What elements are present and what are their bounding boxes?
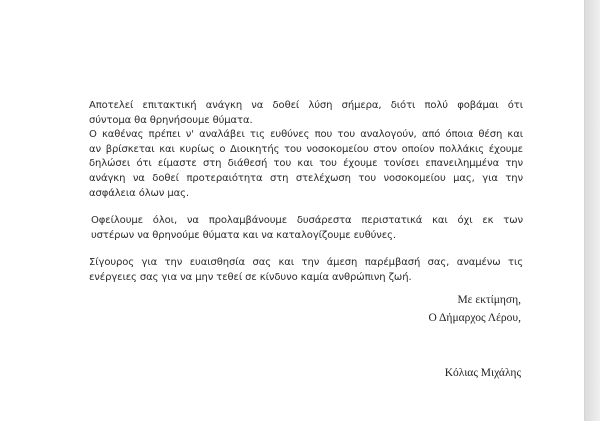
paragraph-3: [89, 214, 523, 243]
text-line: δηλώσει ότι είμαστε στη διάθεσή του και του έχουμε τονίσει επανειλημμένα την: [89, 158, 523, 170]
text-line: υστέρων να θρηνούμε θύματα και να καταλογίζουμε ευθύνες.: [91, 229, 396, 241]
text-line: Αποτελεί επιτακτική ανάγκη να δοθεί λύση σήμερα, διότι πολύ φοβάμαι ότι: [89, 100, 523, 111]
text-line: Οφείλουμε όλοι, να προλαμβάνουμε δυσάρεστα περιστατικά και όχι εκ των: [91, 215, 523, 227]
text-line: ενέργειες σας για να μην τεθεί σε κίνδυνο καμία ανθρώπινη ζωή.: [89, 271, 412, 283]
signature-block: [445, 364, 521, 382]
letter-body: [89, 99, 523, 286]
text-line: Σίγουρος για την ευαισθησία σας και την άμεση παρέμβασή σας, αναμένω τις: [89, 257, 523, 269]
signer-title: Ο Δήμαρχος Λέρου,: [428, 312, 521, 324]
text-line: ανάγκη να δοθεί προτεραιότητα στη στελέχωση του νοσοκομείου μας, για την: [89, 172, 523, 184]
text-line: σύντομα θα θρηνήσουμε θύματα.: [89, 114, 253, 126]
paragraph-4: [89, 256, 523, 285]
text-line: αν βρίσκεται και κυρίως ο Διοικητής του νοσοκομείου στον οποίον πολλάκις έχουμε: [89, 143, 523, 155]
paragraph-1: [89, 99, 523, 128]
closing-text: Με εκτίμηση,: [457, 294, 521, 306]
text-line: ασφάλεια όλων μας.: [89, 187, 189, 199]
signer-name: Κόλιας Μιχάλης: [444, 367, 521, 379]
paragraph-2: [89, 128, 523, 201]
text-line: Ο καθένας πρέπει ν' αναλάβει τις ευθύνες που του αναλογούν, από όποια θέση και: [89, 129, 523, 141]
page-edge-shadow: [585, 0, 600, 421]
closing-block: [428, 291, 521, 327]
